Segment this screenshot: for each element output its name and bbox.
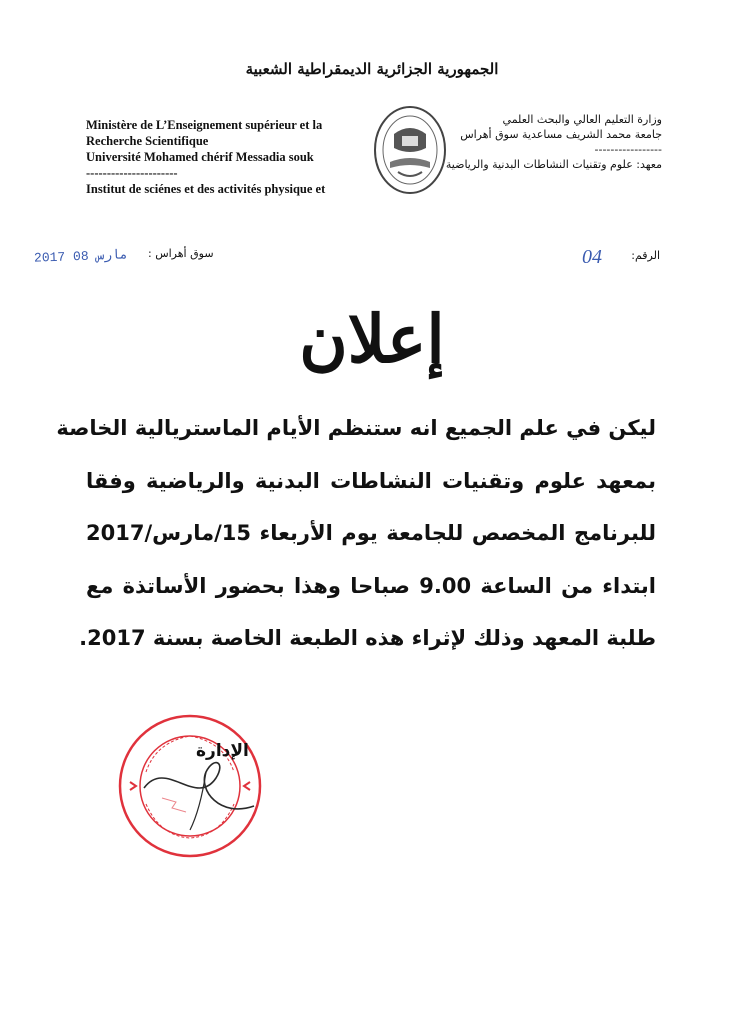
place-label: سوق أهراس : <box>148 247 214 260</box>
announcement-title: إعلان <box>299 300 445 378</box>
body-line: بمعهد علوم وتقنيات النشاطات البدنية والرياضية وفقا <box>86 468 656 493</box>
administration-label: الإدارة <box>196 741 249 761</box>
arabic-line: جامعة محمد الشريف مساعدية سوق أهراس <box>460 128 662 141</box>
body-line: طلبة المعهد وذلك لإثراء هذه الطبعة الخاصة بسنة 2017. <box>79 626 656 650</box>
signature-icon <box>136 748 266 838</box>
french-line: Recherche Scientifique <box>86 134 209 148</box>
announcement-body <box>56 402 656 665</box>
body-line: ليكن في علم الجميع انه ستنظم الأيام الماستريالية الخاصة <box>56 416 656 440</box>
body-line: للبرنامج المخصص للجامعة يوم الأربعاء 15/مارس/2017 <box>86 521 656 545</box>
french-line: Ministère de L’Enseignement supérieur et la <box>86 118 323 132</box>
french-line: Institut de sciénes et des activités physique et <box>86 182 326 196</box>
french-header <box>86 117 356 197</box>
arabic-line: معهد: علوم وتقنيات النشاطات البدنية والرياضية <box>445 158 662 171</box>
handwritten-date: 2017 مارس 08 <box>33 247 128 266</box>
body-line: ابتداء من الساعة 9.00 صباحا وهذا بحضور الأساتذة مع <box>86 573 656 598</box>
french-separator: ---------------------- <box>86 166 178 180</box>
reference-label: الرقم: <box>631 249 660 262</box>
arabic-header <box>362 112 662 172</box>
republic-header: الجمهورية الجزائرية الديمقراطية الشعبية <box>245 60 499 78</box>
french-line: Université Mohamed chérif Messadia souk <box>86 150 314 164</box>
arabic-line: وزارة التعليم العالي والبحث العلمي <box>502 113 662 126</box>
arabic-separator: ----------------- <box>594 143 662 156</box>
handwritten-reference: 04 <box>582 246 602 268</box>
